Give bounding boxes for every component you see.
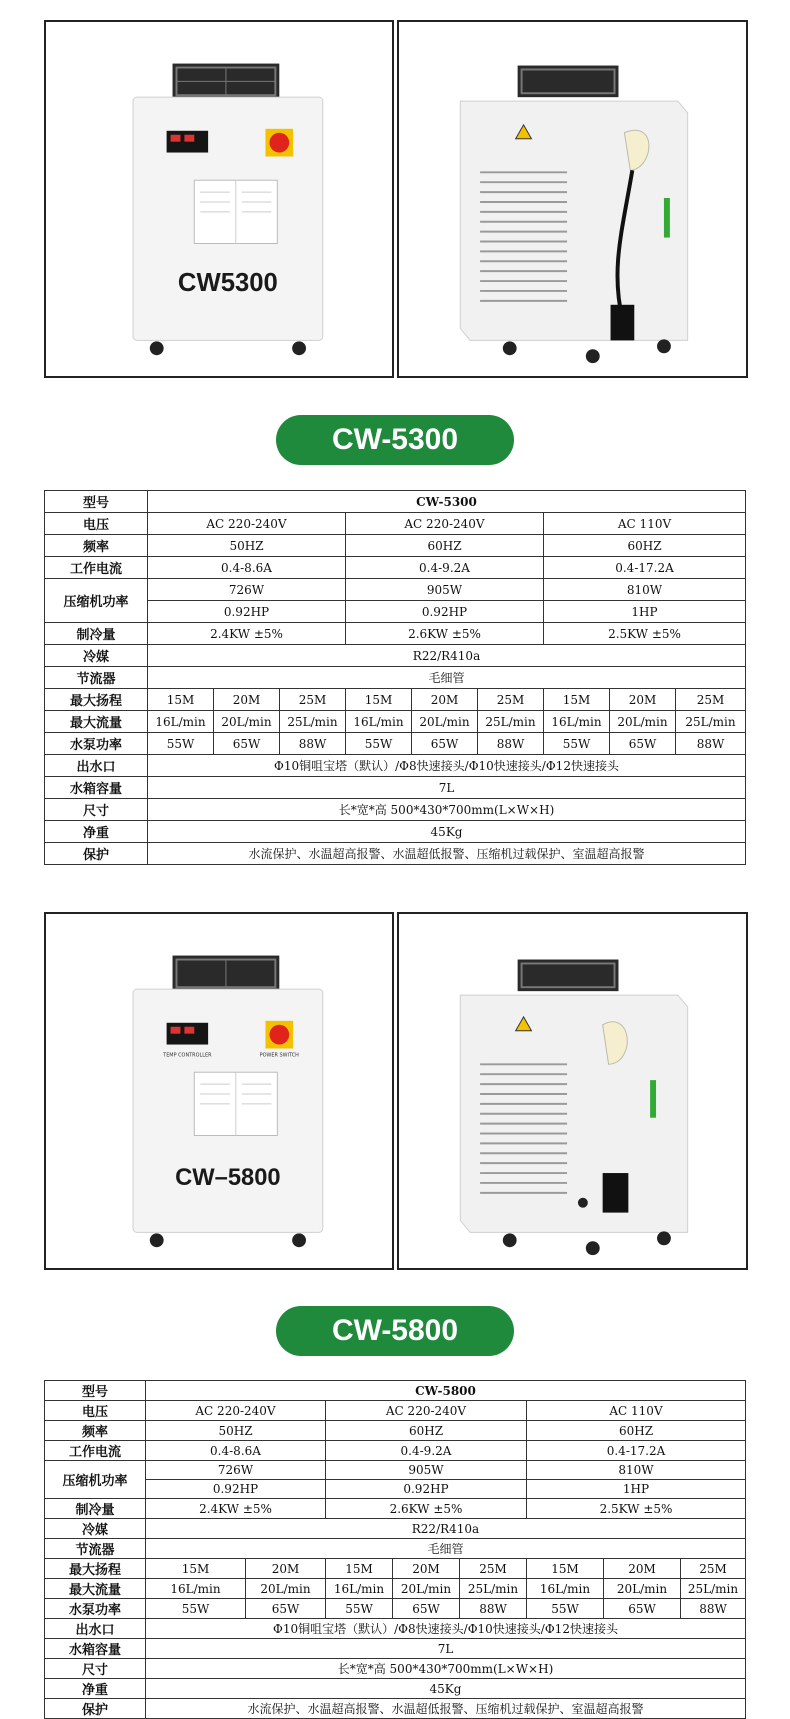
protection-value: 水流保护、水温超高报警、水温超低报警、压缩机过载保护、室温超高报警: [146, 1699, 746, 1719]
lift-cell: 20M: [246, 1559, 326, 1579]
size-value: 长*宽*高 500*430*700mm(L×W×H): [148, 799, 746, 821]
tank-value: 7L: [148, 777, 746, 799]
cw5800-side-photo: [397, 912, 748, 1270]
refrigerant-value: R22/R410a: [148, 645, 746, 667]
row-label-protection: 保护: [45, 843, 148, 865]
compressor-hp-cell: 0.92HP: [346, 601, 544, 623]
lift-cell: 25M: [460, 1559, 527, 1579]
flow-cell: 16L/min: [527, 1579, 604, 1599]
compressor-hp-cell: 1HP: [544, 601, 746, 623]
lift-cell: 20M: [393, 1559, 460, 1579]
flow-cell: 25L/min: [681, 1579, 746, 1599]
flow-cell: 16L/min: [146, 1579, 246, 1599]
current-cell: 0.4-8.6A: [146, 1441, 326, 1461]
pump-cell: 65W: [610, 733, 676, 755]
row-label-cooling: 制冷量: [45, 623, 148, 645]
flow-cell: 25L/min: [676, 711, 746, 733]
cooling-cell: 2.5KW ±5%: [544, 623, 746, 645]
frequency-cell: 60HZ: [346, 535, 544, 557]
cw5300-front-photo: [44, 20, 394, 378]
size-value: 长*宽*高 500*430*700mm(L×W×H): [146, 1659, 746, 1679]
row-label-flow: 最大流量: [45, 1579, 146, 1599]
row-label-refrigerant: 冷媒: [45, 1519, 146, 1539]
row-label-tank: 水箱容量: [45, 1639, 146, 1659]
compressor-watts-cell: 726W: [146, 1461, 326, 1480]
flow-cell: 25L/min: [460, 1579, 527, 1599]
pump-cell: 65W: [246, 1599, 326, 1619]
cooling-cell: 2.6KW ±5%: [346, 623, 544, 645]
row-label-current: 工作电流: [45, 557, 148, 579]
row-label-throttle: 节流器: [45, 667, 148, 689]
throttle-value: 毛细管: [146, 1539, 746, 1559]
pump-cell: 55W: [346, 733, 412, 755]
front-model-label: CW–5800: [175, 1164, 281, 1191]
pump-cell: 55W: [148, 733, 214, 755]
chiller-side-illustration: [399, 22, 746, 376]
row-label-weight: 净重: [45, 821, 148, 843]
row-label-compressor: 压缩机功率: [45, 1461, 146, 1499]
weight-value: 45Kg: [146, 1679, 746, 1699]
row-label-frequency: 频率: [45, 1421, 146, 1441]
power-socket-icon: [603, 1173, 629, 1213]
row-label-voltage: 电压: [45, 513, 148, 535]
weight-value: 45Kg: [148, 821, 746, 843]
row-label-lift: 最大扬程: [45, 689, 148, 711]
frequency-cell: 60HZ: [544, 535, 746, 557]
row-label-lift: 最大扬程: [45, 1559, 146, 1579]
lift-cell: 20M: [214, 689, 280, 711]
voltage-cell: AC 220-240V: [326, 1401, 527, 1421]
pump-cell: 65W: [604, 1599, 681, 1619]
flow-cell: 20L/min: [214, 711, 280, 733]
pump-cell: 88W: [280, 733, 346, 755]
row-label-size: 尺寸: [45, 1659, 146, 1679]
refrigerant-value: R22/R410a: [146, 1519, 746, 1539]
row-label-weight: 净重: [45, 1679, 146, 1699]
flow-cell: 16L/min: [326, 1579, 393, 1599]
tank-value: 7L: [146, 1639, 746, 1659]
pump-cell: 65W: [214, 733, 280, 755]
compressor-watts-cell: 905W: [326, 1461, 527, 1480]
row-label-compressor: 压缩机功率: [45, 579, 148, 623]
row-label-frequency: 频率: [45, 535, 148, 557]
lift-cell: 20M: [610, 689, 676, 711]
cw5800-front-photo: [44, 912, 394, 1270]
cw5300-spec-table: [44, 490, 746, 865]
flow-cell: 25L/min: [280, 711, 346, 733]
lift-cell: 20M: [412, 689, 478, 711]
row-label-tank: 水箱容量: [45, 777, 148, 799]
temp-controller-label: TEMP CONTROLLER: [163, 1052, 212, 1059]
voltage-cell: AC 110V: [527, 1401, 746, 1421]
flow-cell: 16L/min: [148, 711, 214, 733]
power-switch-label: POWER SWITCH: [259, 1052, 299, 1059]
voltage-cell: AC 220-240V: [346, 513, 544, 535]
lift-cell: 15M: [527, 1559, 604, 1579]
cw5300-side-photo: [397, 20, 748, 378]
model-value: CW-5800: [146, 1381, 746, 1401]
current-cell: 0.4-17.2A: [527, 1441, 746, 1461]
protection-value: 水流保护、水温超高报警、水温超低报警、压缩机过载保护、室温超高报警: [148, 843, 746, 865]
lift-cell: 25M: [280, 689, 346, 711]
frequency-cell: 60HZ: [527, 1421, 746, 1441]
frequency-cell: 60HZ: [326, 1421, 527, 1441]
lift-cell: 25M: [681, 1559, 746, 1579]
voltage-cell: AC 220-240V: [146, 1401, 326, 1421]
current-cell: 0.4-17.2A: [544, 557, 746, 579]
cw5800-spec-table: [44, 1380, 746, 1719]
flow-cell: 20L/min: [412, 711, 478, 733]
pump-cell: 55W: [146, 1599, 246, 1619]
compressor-hp-cell: 0.92HP: [326, 1480, 527, 1499]
flow-cell: 16L/min: [346, 711, 412, 733]
lift-cell: 15M: [544, 689, 610, 711]
throttle-value: 毛细管: [148, 667, 746, 689]
frequency-cell: 50HZ: [146, 1421, 326, 1441]
lift-cell: 15M: [346, 689, 412, 711]
row-label-outlet: 出水口: [45, 1619, 146, 1639]
compressor-watts-cell: 726W: [148, 579, 346, 601]
compressor-watts-cell: 905W: [346, 579, 544, 601]
pump-cell: 88W: [460, 1599, 527, 1619]
row-label-flow: 最大流量: [45, 711, 148, 733]
cw5800-model-badge: CW-5800: [276, 1306, 514, 1356]
cooling-cell: 2.6KW ±5%: [326, 1499, 527, 1519]
current-cell: 0.4-9.2A: [346, 557, 544, 579]
lift-cell: 20M: [604, 1559, 681, 1579]
outlet-value: Φ10铜咀宝塔（默认）/Φ8快速接头/Φ10快速接头/Φ12快速接头: [146, 1619, 746, 1639]
model-value: CW-5300: [148, 491, 746, 513]
flow-cell: 20L/min: [246, 1579, 326, 1599]
current-cell: 0.4-9.2A: [326, 1441, 527, 1461]
compressor-watts-cell: 810W: [544, 579, 746, 601]
voltage-cell: AC 110V: [544, 513, 746, 535]
pump-cell: 55W: [544, 733, 610, 755]
compressor-watts-cell: 810W: [527, 1461, 746, 1480]
compressor-hp-cell: 0.92HP: [148, 601, 346, 623]
row-label-refrigerant: 冷媒: [45, 645, 148, 667]
flow-cell: 16L/min: [544, 711, 610, 733]
row-label-cooling: 制冷量: [45, 1499, 146, 1519]
row-label-protection: 保护: [45, 1699, 146, 1719]
outlet-value: Φ10铜咀宝塔（默认）/Φ8快速接头/Φ10快速接头/Φ12快速接头: [148, 755, 746, 777]
pump-cell: 65W: [412, 733, 478, 755]
row-label-size: 尺寸: [45, 799, 148, 821]
flow-cell: 25L/min: [478, 711, 544, 733]
row-label-pump: 水泵功率: [45, 1599, 146, 1619]
compressor-hp-cell: 0.92HP: [146, 1480, 326, 1499]
pump-cell: 55W: [527, 1599, 604, 1619]
row-label-outlet: 出水口: [45, 755, 148, 777]
chiller-side-illustration: [399, 914, 746, 1268]
row-label-voltage: 电压: [45, 1401, 146, 1421]
frequency-cell: 50HZ: [148, 535, 346, 557]
voltage-cell: AC 220-240V: [148, 513, 346, 535]
pump-cell: 55W: [326, 1599, 393, 1619]
current-cell: 0.4-8.6A: [148, 557, 346, 579]
pump-cell: 88W: [681, 1599, 746, 1619]
cooling-cell: 2.4KW ±5%: [148, 623, 346, 645]
cooling-cell: 2.4KW ±5%: [146, 1499, 326, 1519]
lift-cell: 15M: [148, 689, 214, 711]
row-label-current: 工作电流: [45, 1441, 146, 1461]
row-label-model: 型号: [45, 1381, 146, 1401]
flow-cell: 20L/min: [604, 1579, 681, 1599]
flow-cell: 20L/min: [393, 1579, 460, 1599]
row-label-throttle: 节流器: [45, 1539, 146, 1559]
front-model-label: CW5300: [177, 268, 278, 297]
lift-cell: 25M: [676, 689, 746, 711]
chiller-front-illustration: [46, 914, 392, 1268]
pump-cell: 88W: [478, 733, 544, 755]
chiller-front-illustration: [46, 22, 392, 376]
lift-cell: 15M: [326, 1559, 393, 1579]
lift-cell: 15M: [146, 1559, 246, 1579]
flow-cell: 20L/min: [610, 711, 676, 733]
lift-cell: 25M: [478, 689, 544, 711]
row-label-model: 型号: [45, 491, 148, 513]
pump-cell: 88W: [676, 733, 746, 755]
cw5300-model-badge: CW-5300: [276, 415, 514, 465]
cooling-cell: 2.5KW ±5%: [527, 1499, 746, 1519]
row-label-pump: 水泵功率: [45, 733, 148, 755]
pump-cell: 65W: [393, 1599, 460, 1619]
compressor-hp-cell: 1HP: [527, 1480, 746, 1499]
